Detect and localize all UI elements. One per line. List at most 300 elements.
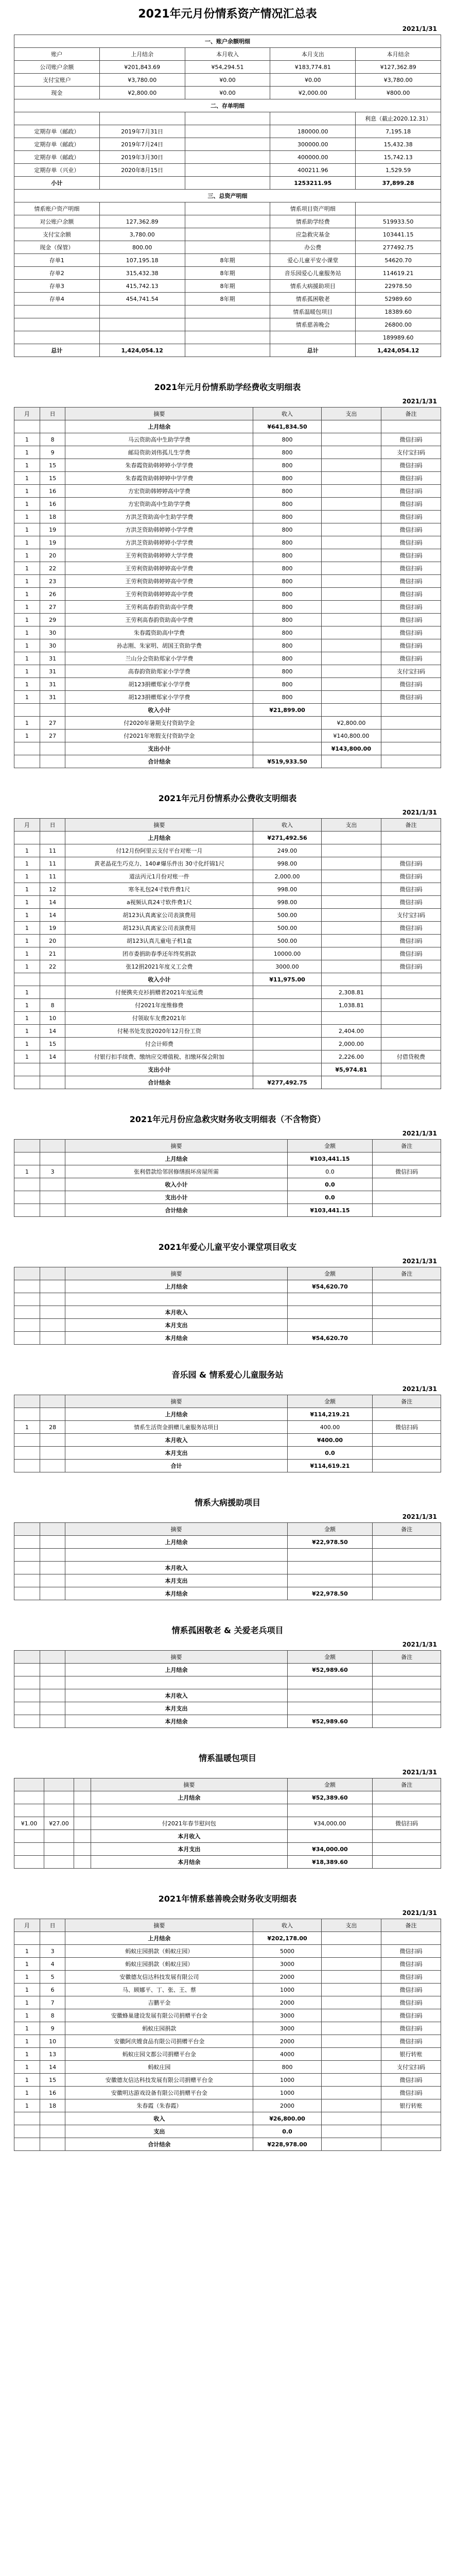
table-cell	[40, 1434, 65, 1447]
table-cell: 本月结余	[65, 1587, 287, 1600]
balance-row	[14, 1536, 441, 1549]
table-cell: ¥0.00	[185, 87, 270, 99]
table-cell	[321, 832, 381, 844]
table-header-row	[14, 1140, 441, 1153]
table-cell: 22978.50	[356, 280, 441, 293]
table-cell	[14, 1267, 40, 1280]
table-cell: 7	[40, 1996, 65, 2009]
table-cell: 18	[40, 511, 65, 523]
table-cell: 邮局资助刘伟孤儿生学费	[65, 446, 253, 459]
table-cell: 2,226.00	[321, 1050, 381, 1063]
table-cell: 1000	[253, 2074, 322, 2087]
table-cell	[321, 433, 381, 446]
table-cell: 情系慈善晚会	[270, 318, 356, 331]
table-cell	[40, 986, 65, 999]
expense-total-row	[14, 742, 441, 755]
balance-row	[14, 1932, 441, 1945]
table-cell	[14, 2138, 40, 2151]
table-cell	[381, 832, 441, 844]
table-cell	[91, 1804, 287, 1817]
table-cell: 微信扫码	[373, 1817, 441, 1830]
table-cell	[321, 1984, 381, 1996]
table-cell	[40, 1702, 65, 1715]
table-cell	[40, 1280, 65, 1293]
table-cell: 11	[40, 857, 65, 870]
table-cell: 朱春霞（朱春霞）	[65, 2099, 253, 2112]
table-cell: ¥52,389.60	[287, 1791, 373, 1804]
table-cell: 张利借款给邻居修缮损坏房屋所需	[65, 1165, 287, 1178]
table-cell: 27	[40, 601, 65, 614]
table-cell	[14, 1549, 40, 1562]
table-cell: 金额	[287, 1395, 373, 1408]
table-cell	[381, 1012, 441, 1025]
illness-section	[14, 1491, 441, 1600]
table-cell: 1	[14, 2009, 40, 2022]
table-cell	[381, 730, 441, 742]
table-cell	[14, 1702, 40, 1715]
table-cell: 收入	[65, 2112, 253, 2125]
table-cell: 2000	[253, 1971, 322, 1984]
balance-row	[14, 1664, 441, 1676]
table-cell: 800	[253, 485, 322, 498]
table-cell: 189989.60	[356, 331, 441, 344]
table-cell: 21	[40, 947, 65, 960]
table-cell: 支出	[65, 2125, 253, 2138]
table-cell: 高春韵资助郑家小学学费	[65, 665, 253, 678]
table-cell: 定期存单（邮政）	[14, 151, 100, 164]
table-cell: 800	[253, 678, 322, 691]
office-date: 2021/1/31	[402, 809, 437, 816]
table-cell: 现金	[14, 87, 100, 99]
table-cell	[321, 947, 381, 960]
table-cell: 1	[14, 601, 40, 614]
table-cell: ¥22,978.50	[287, 1536, 373, 1549]
table-cell: 6	[40, 1984, 65, 1996]
table-row	[14, 318, 441, 331]
table-cell: 400.00	[287, 1421, 373, 1434]
table-cell: 定期存单（邮政）	[14, 125, 100, 138]
table-cell: 0.0	[287, 1178, 373, 1191]
table-cell: ¥3,780.00	[356, 74, 441, 87]
table-cell: 2,404.00	[321, 1025, 381, 1038]
table-cell	[74, 1778, 91, 1791]
table-cell	[185, 306, 270, 318]
table-cell	[40, 1549, 65, 1562]
table-cell: 微信扫码	[381, 935, 441, 947]
table-cell: ¥143,800.00	[321, 742, 381, 755]
table-cell: 付秘书处发放2020年12月份工资	[65, 1025, 253, 1038]
table-cell: 15	[40, 1038, 65, 1050]
table-cell: 微信扫码	[381, 2087, 441, 2099]
table-cell: 19	[40, 536, 65, 549]
table-row	[14, 2087, 441, 2099]
table-cell: 本月结余	[65, 1332, 287, 1345]
table-cell: 180000.00	[270, 125, 356, 138]
table-row	[14, 446, 441, 459]
table-cell	[381, 973, 441, 986]
table-cell: 胡123认真儿童电子机1盒	[65, 935, 253, 947]
table-cell	[185, 125, 270, 138]
table-cell: 8年期	[185, 267, 270, 280]
table-cell: 对公账户余额	[14, 215, 100, 228]
table-cell	[44, 1856, 74, 1869]
table-cell: 本月收入	[185, 48, 270, 61]
expense-total-row	[14, 1319, 441, 1332]
table-cell	[373, 1843, 441, 1856]
table-cell: 微信扫码	[381, 947, 441, 960]
table-cell: 日	[40, 819, 65, 832]
table-cell	[373, 1178, 441, 1191]
table-cell: 800	[253, 2061, 322, 2074]
table-cell	[99, 306, 185, 318]
table-row	[14, 459, 441, 472]
table-cell	[253, 730, 322, 742]
table-cell: ¥2,800.00	[321, 717, 381, 730]
table-row	[14, 999, 441, 1012]
table-cell: 付领取车友费2021年	[65, 1012, 253, 1025]
table-cell	[40, 1447, 65, 1460]
table-cell: 支出	[321, 408, 381, 420]
table-row	[14, 614, 441, 626]
table-cell	[40, 973, 65, 986]
table-cell	[40, 1408, 65, 1421]
table-cell: 上月结余	[65, 832, 253, 844]
table-cell: 收入	[253, 408, 322, 420]
gala-section	[14, 1887, 441, 2151]
table-cell: 1	[14, 691, 40, 704]
table-cell: 800	[253, 523, 322, 536]
table-cell	[14, 1319, 40, 1332]
table-cell: 1000	[253, 1984, 322, 1996]
table-cell: 13	[40, 2048, 65, 2061]
music-section	[14, 1363, 441, 1472]
table-cell	[74, 1817, 91, 1830]
table-cell: ¥3,780.00	[99, 74, 185, 87]
table-cell	[321, 665, 381, 678]
table-cell: 存单1	[14, 254, 100, 267]
table-cell: 15	[40, 472, 65, 485]
income-total-row	[14, 973, 441, 986]
table-cell	[14, 2125, 40, 2138]
table-cell: 摘要	[65, 408, 253, 420]
table-row	[14, 1945, 441, 1958]
table-cell: 银行转账	[381, 2048, 441, 2061]
table-cell: 微信扫码	[381, 485, 441, 498]
table-cell	[373, 1574, 441, 1587]
table-cell: 2019年7月31日	[99, 125, 185, 138]
table-cell	[321, 459, 381, 472]
table-cell: 上月结余	[65, 1153, 287, 1165]
table-row	[14, 87, 441, 99]
income-total-row	[14, 704, 441, 717]
table-cell	[321, 691, 381, 704]
table-cell: 1	[14, 1421, 40, 1434]
table-cell: 胡123认真离家公司表演费用	[65, 909, 253, 922]
office-section	[14, 787, 441, 1089]
table-cell: 付借贷税费	[381, 1050, 441, 1063]
table-cell: 收入小计	[65, 973, 253, 986]
table-cell: 19	[40, 922, 65, 935]
table-cell: 1	[14, 730, 40, 742]
table-cell: 800	[253, 614, 322, 626]
table-cell	[373, 1856, 441, 1869]
table-cell	[373, 1460, 441, 1472]
table-row	[14, 883, 441, 896]
table-cell: 马云资助高中生助学学费	[65, 433, 253, 446]
scholarship-table	[14, 407, 441, 768]
table-cell: 1	[14, 433, 40, 446]
table-cell: 微信扫码	[373, 1421, 441, 1434]
table-cell: 1	[14, 922, 40, 935]
table-row	[14, 215, 441, 228]
table-cell: ¥27.00	[44, 1817, 74, 1830]
table-cell	[321, 2035, 381, 2048]
safety-date: 2021/1/31	[402, 1258, 437, 1265]
table-cell: ¥228,978.00	[253, 2138, 322, 2151]
table-cell: 8年期	[185, 280, 270, 293]
table-cell	[44, 1791, 74, 1804]
table-row	[14, 2022, 441, 2035]
table-cell: ¥1.00	[14, 1817, 44, 1830]
table-cell: 付12月份阿里云支付平台对账一月	[65, 844, 253, 857]
table-cell	[253, 986, 322, 999]
asset-section-title: 三、总资产明细	[14, 190, 441, 202]
table-cell	[14, 1076, 40, 1089]
table-row	[14, 344, 441, 357]
table-cell	[40, 1178, 65, 1191]
table-row	[14, 433, 441, 446]
table-cell	[14, 1804, 44, 1817]
table-cell: 小计	[14, 177, 100, 190]
table-cell	[287, 1676, 373, 1689]
table-cell: ¥26,800.00	[253, 2112, 322, 2125]
table-cell: 1000	[253, 2087, 322, 2099]
table-cell	[270, 331, 356, 344]
table-cell	[99, 202, 185, 215]
table-cell: 19	[40, 523, 65, 536]
table-cell: 1253211.95	[270, 177, 356, 190]
table-cell: 上月结余	[65, 1280, 287, 1293]
table-cell	[14, 1153, 40, 1165]
table-cell	[321, 614, 381, 626]
table-cell: 16	[40, 2087, 65, 2099]
table-cell: 安徽德友信达科技发展有限公司	[65, 1971, 253, 1984]
table-cell: 0.0	[287, 1191, 373, 1204]
table-cell: 收入	[253, 819, 322, 832]
table-cell: 备注	[373, 1651, 441, 1664]
table-cell	[40, 420, 65, 433]
table-cell: 收入小计	[65, 704, 253, 717]
table-cell: 0.0	[253, 2125, 322, 2138]
safety-section	[14, 1235, 441, 1345]
table-cell: 安徽明达游戏设备有限公司捐赠平台金	[65, 2087, 253, 2099]
table-cell	[321, 588, 381, 601]
table-cell: 14	[40, 1025, 65, 1038]
table-row	[14, 2099, 441, 2112]
table-cell	[321, 549, 381, 562]
table-cell: 爱心儿童平安小课堂	[270, 254, 356, 267]
grand-total-row	[14, 1332, 441, 1345]
table-cell	[321, 922, 381, 935]
table-cell: 情系生活资金捐赠儿童服务站项目	[65, 1421, 287, 1434]
table-cell: 1	[14, 536, 40, 549]
table-cell	[40, 1267, 65, 1280]
table-cell: 上月结余	[65, 1932, 253, 1945]
table-cell	[14, 1843, 44, 1856]
table-cell: 998.00	[253, 857, 322, 870]
table-row	[14, 74, 441, 87]
table-cell: 800	[253, 459, 322, 472]
table-cell: 16	[40, 498, 65, 511]
table-cell: 4000	[253, 2048, 322, 2061]
table-cell: 公司账户余额	[14, 61, 100, 74]
table-cell	[185, 138, 270, 151]
table-cell: 合计结余	[65, 755, 253, 768]
table-cell: 账户	[14, 48, 100, 61]
table-cell	[373, 1549, 441, 1562]
table-cell: 5000	[253, 1945, 322, 1958]
table-cell	[381, 2112, 441, 2125]
table-cell: ¥400.00	[287, 1434, 373, 1447]
table-cell	[14, 755, 40, 768]
table-cell: 收入	[253, 1919, 322, 1932]
table-cell: 54620.70	[356, 254, 441, 267]
table-cell: 朱春霞资助高中学费	[65, 626, 253, 639]
table-cell	[321, 2061, 381, 2074]
table-cell	[40, 1460, 65, 1472]
table-cell	[40, 2125, 65, 2138]
table-cell: 3	[40, 1165, 65, 1178]
table-row	[14, 639, 441, 652]
illness-date: 2021/1/31	[402, 1513, 437, 1520]
income-total-row	[14, 1306, 441, 1319]
table-cell	[40, 1932, 65, 1945]
table-cell	[321, 420, 381, 433]
table-row	[14, 922, 441, 935]
elderly-section	[14, 1619, 441, 1728]
warmth-section	[14, 1747, 441, 1869]
table-cell	[287, 1306, 373, 1319]
table-cell: 1	[14, 935, 40, 947]
table-cell: ¥202,178.00	[253, 1932, 322, 1945]
table-cell	[14, 1395, 40, 1408]
table-cell: 1,038.81	[321, 999, 381, 1012]
table-cell	[321, 960, 381, 973]
table-cell: ¥641,834.50	[253, 420, 322, 433]
table-cell: 微信扫码	[381, 549, 441, 562]
table-cell	[381, 2125, 441, 2138]
table-cell: 支出小计	[65, 1191, 287, 1204]
table-row	[14, 1012, 441, 1025]
table-cell: 办公费	[270, 241, 356, 254]
table-cell: 1	[14, 947, 40, 960]
table-cell: 2000	[253, 2099, 322, 2112]
table-cell: 微信扫码	[381, 1945, 441, 1958]
table-row	[14, 1676, 441, 1689]
table-cell	[40, 1676, 65, 1689]
table-cell	[321, 2048, 381, 2061]
table-cell	[99, 112, 185, 125]
table-cell: 800	[253, 536, 322, 549]
table-cell: ¥54,620.70	[287, 1280, 373, 1293]
table-cell: 1	[14, 909, 40, 922]
table-cell	[44, 1804, 74, 1817]
table-cell	[14, 1536, 40, 1549]
table-cell: 3,780.00	[99, 228, 185, 241]
table-cell: 付银行扣手续费、缴纳应交增值税、扣缴环保会附加	[65, 1050, 253, 1063]
table-row	[14, 241, 441, 254]
table-row	[14, 652, 441, 665]
table-cell	[321, 601, 381, 614]
table-row	[14, 1984, 441, 1996]
table-cell: 微信扫码	[381, 575, 441, 588]
table-cell: 蚂蚁庄园捐款	[65, 2022, 253, 2035]
table-cell: 本月支出	[65, 1574, 287, 1587]
table-cell	[373, 1434, 441, 1447]
table-cell: ¥34,000.00	[287, 1843, 373, 1856]
table-cell: 微信扫码	[381, 870, 441, 883]
table-row	[14, 125, 441, 138]
table-cell: 音乐园爱心儿童服务站	[270, 267, 356, 280]
table-cell: 1	[14, 472, 40, 485]
table-cell: 方宏资助高中生助学学费	[65, 498, 253, 511]
table-cell: 微信扫码	[373, 1165, 441, 1178]
table-cell	[373, 1319, 441, 1332]
table-cell: 8年期	[185, 254, 270, 267]
table-cell: 朱春霞资助韩婷婷中学学费	[65, 472, 253, 485]
table-cell	[321, 446, 381, 459]
table-cell: 1	[14, 896, 40, 909]
table-cell	[14, 420, 40, 433]
table-cell: 3000	[253, 2009, 322, 2022]
table-cell	[99, 177, 185, 190]
table-cell: 1	[14, 1996, 40, 2009]
table-row	[14, 1038, 441, 1050]
table-cell: 情系孤困敬老	[270, 293, 356, 306]
table-cell: 2,000.00	[253, 870, 322, 883]
table-cell	[14, 1574, 40, 1587]
table-row	[14, 844, 441, 857]
table-cell: 王劳利高春韵资助高中学费	[65, 601, 253, 614]
table-cell: 1	[14, 626, 40, 639]
table-cell: 收入小计	[65, 1178, 287, 1191]
table-cell	[185, 112, 270, 125]
table-cell	[40, 704, 65, 717]
table-cell: 800	[253, 691, 322, 704]
table-row	[14, 280, 441, 293]
table-cell: 支付宝扫码	[381, 665, 441, 678]
table-row	[14, 254, 441, 267]
table-cell	[321, 2112, 381, 2125]
table-cell: 0.0	[287, 1165, 373, 1178]
table-cell: 20	[40, 549, 65, 562]
table-cell: 微信扫码	[381, 2009, 441, 2022]
elderly-date: 2021/1/31	[402, 1641, 437, 1648]
balance-row	[14, 420, 441, 433]
table-cell: 26	[40, 588, 65, 601]
table-cell	[40, 1574, 65, 1587]
table-cell	[99, 331, 185, 344]
table-cell	[287, 1293, 373, 1306]
table-cell	[40, 1063, 65, 1076]
table-cell	[14, 1434, 40, 1447]
table-cell: 1	[14, 1012, 40, 1025]
table-cell: 29	[40, 614, 65, 626]
table-cell: 本月收入	[65, 1434, 287, 1447]
table-cell	[287, 1702, 373, 1715]
table-cell	[185, 318, 270, 331]
table-cell	[44, 1830, 74, 1843]
